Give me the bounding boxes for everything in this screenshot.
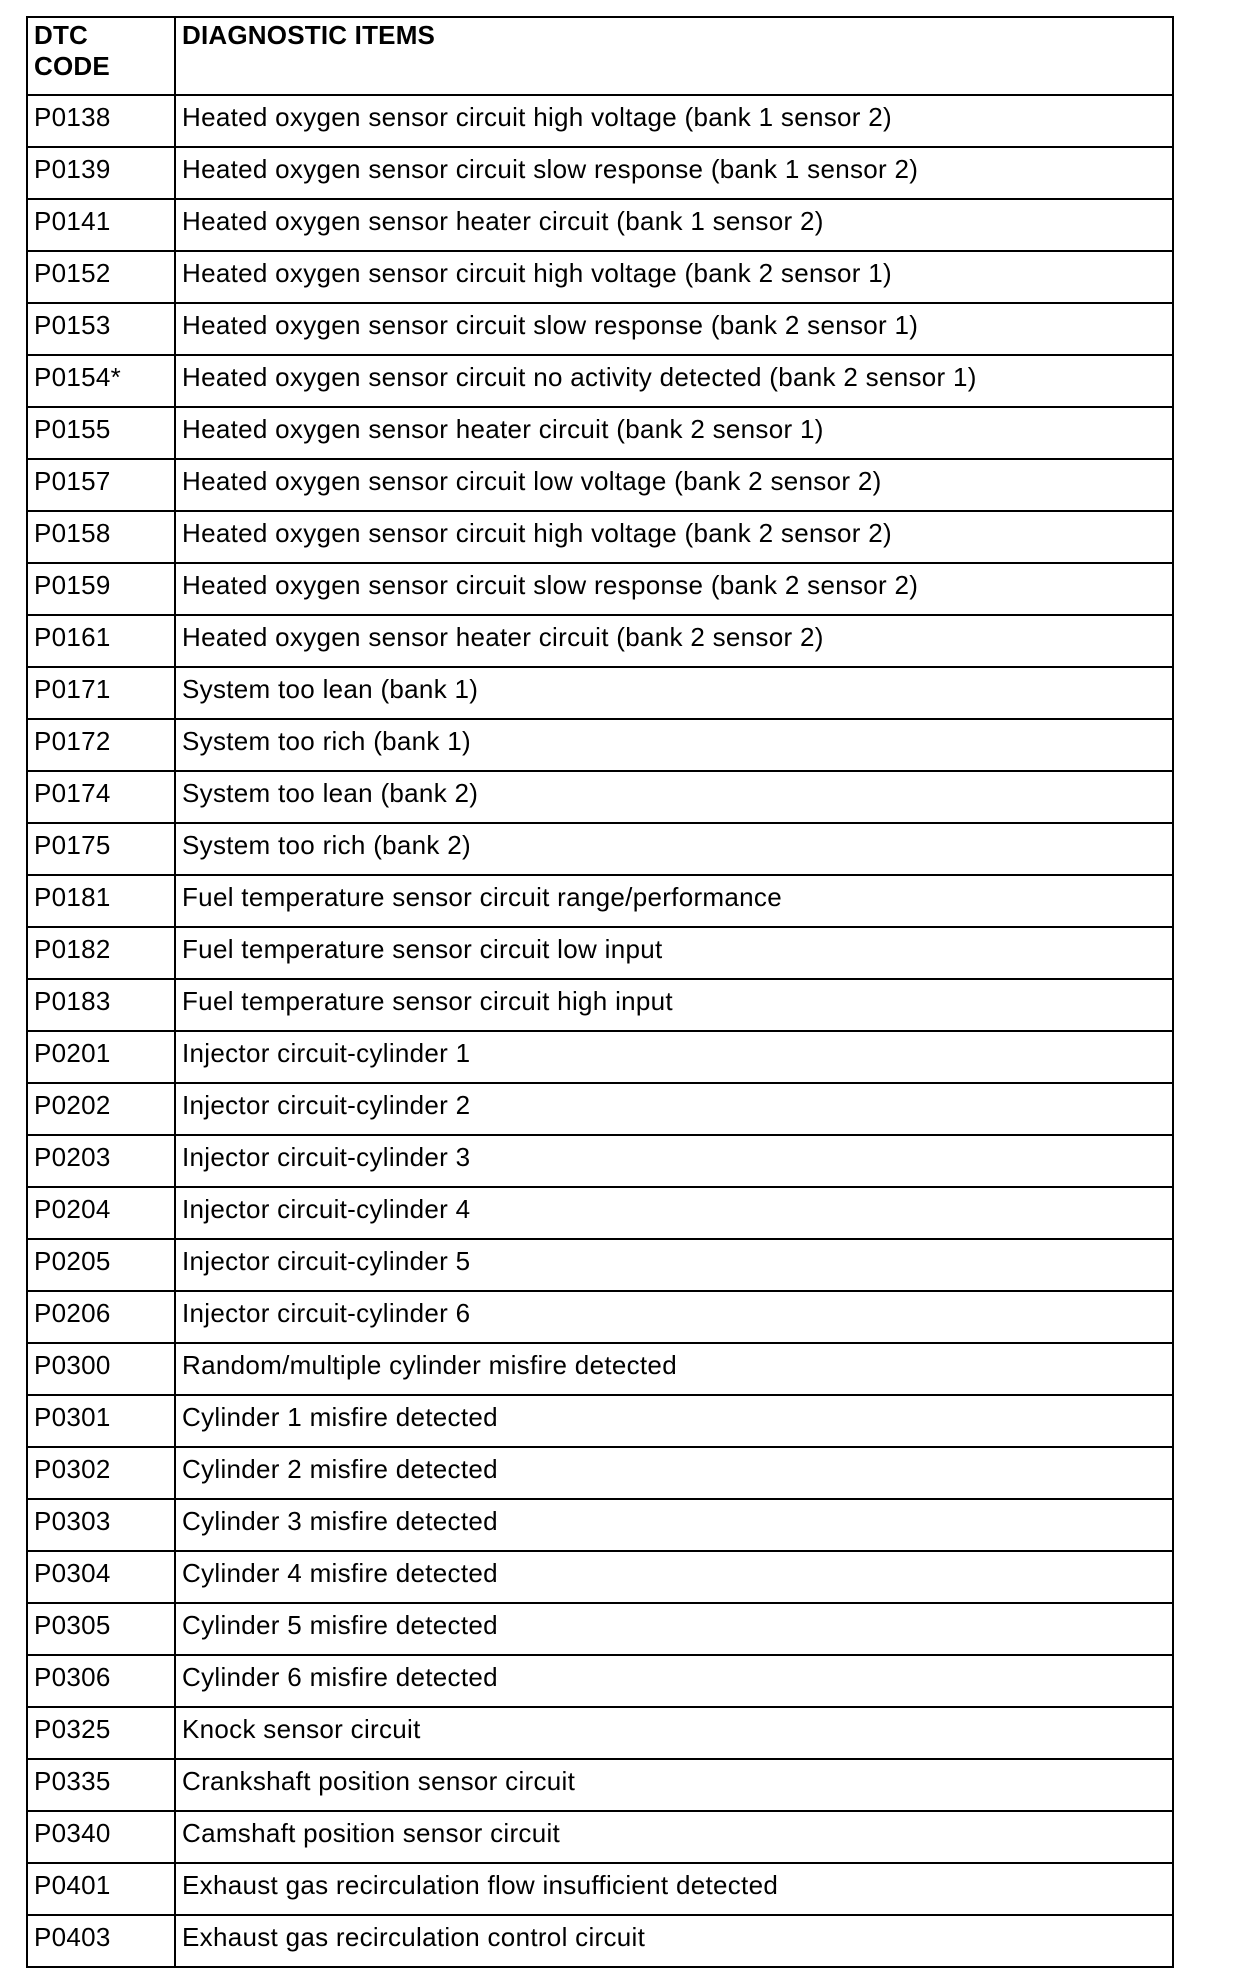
diagnostic-item-cell: Fuel temperature sensor circuit range/performance [175,875,1173,927]
diagnostic-item-cell: System too lean (bank 2) [175,771,1173,823]
dtc-code-cell: P0303 [27,1499,175,1551]
dtc-code-cell: P0153 [27,303,175,355]
diagnostic-item-cell: Fuel temperature sensor circuit high input [175,979,1173,1031]
table-row [27,563,1173,615]
table-row [27,95,1173,147]
table-row [27,927,1173,979]
dtc-code-cell: P0172 [27,719,175,771]
dtc-code-cell: P0138 [27,95,175,147]
dtc-code-cell: P0157 [27,459,175,511]
table-row [27,1499,1173,1551]
dtc-code-cell: P0204 [27,1187,175,1239]
table-row [27,1655,1173,1707]
diagnostic-item-cell: Heated oxygen sensor circuit high voltage (bank 1 sensor 2) [175,95,1173,147]
dtc-code-cell: P0159 [27,563,175,615]
diagnostic-item-cell: Injector circuit-cylinder 1 [175,1031,1173,1083]
dtc-code-cell: P0335 [27,1759,175,1811]
dtc-code-cell: P0202 [27,1083,175,1135]
diagnostic-item-cell: Heated oxygen sensor circuit slow response (bank 2 sensor 1) [175,303,1173,355]
dtc-code-cell: P0201 [27,1031,175,1083]
dtc-code-cell: P0152 [27,251,175,303]
diagnostic-item-cell: Cylinder 6 misfire detected [175,1655,1173,1707]
header-dtc-code [27,17,175,95]
dtc-code-cell: P0302 [27,1447,175,1499]
diagnostic-item-cell: Injector circuit-cylinder 5 [175,1239,1173,1291]
table-row [27,875,1173,927]
dtc-code-cell: P0340 [27,1811,175,1863]
dtc-code-cell: P0158 [27,511,175,563]
diagnostic-item-cell: Cylinder 2 misfire detected [175,1447,1173,1499]
table-row [27,1811,1173,1863]
table-header [27,17,1173,95]
dtc-code-cell: P0306 [27,1655,175,1707]
dtc-code-cell: P0403 [27,1915,175,1967]
diagnostic-item-cell: Crankshaft position sensor circuit [175,1759,1173,1811]
table-row [27,459,1173,511]
dtc-code-cell: P0325 [27,1707,175,1759]
table-row [27,1239,1173,1291]
dtc-code-cell: P0182 [27,927,175,979]
table-row [27,1551,1173,1603]
header-dtc-code-line1: DTC [34,20,89,50]
dtc-code-cell: P0401 [27,1863,175,1915]
table-row [27,1759,1173,1811]
dtc-table [26,16,1174,1968]
diagnostic-item-cell: System too rich (bank 2) [175,823,1173,875]
table-row [27,199,1173,251]
diagnostic-item-cell: Heated oxygen sensor circuit no activity detected (bank 2 sensor 1) [175,355,1173,407]
table-row [27,1187,1173,1239]
table-row [27,251,1173,303]
diagnostic-item-cell: Heated oxygen sensor heater circuit (bank 2 sensor 1) [175,407,1173,459]
diagnostic-item-cell: Cylinder 3 misfire detected [175,1499,1173,1551]
table-row [27,667,1173,719]
table-row [27,511,1173,563]
diagnostic-item-cell: Injector circuit-cylinder 4 [175,1187,1173,1239]
diagnostic-item-cell: System too lean (bank 1) [175,667,1173,719]
diagnostic-item-cell: Heated oxygen sensor circuit slow response (bank 2 sensor 2) [175,563,1173,615]
dtc-code-cell: P0183 [27,979,175,1031]
header-row [27,17,1173,95]
table-row [27,1603,1173,1655]
header-diagnostic-items: DIAGNOSTIC ITEMS [175,17,1173,95]
table-row [27,979,1173,1031]
diagnostic-item-cell: Injector circuit-cylinder 6 [175,1291,1173,1343]
dtc-code-cell: P0301 [27,1395,175,1447]
dtc-code-cell: P0206 [27,1291,175,1343]
table-row [27,1031,1173,1083]
dtc-code-cell: P0205 [27,1239,175,1291]
diagnostic-item-cell: Heated oxygen sensor heater circuit (bank 1 sensor 2) [175,199,1173,251]
table-row [27,407,1173,459]
table-row [27,771,1173,823]
table-row [27,719,1173,771]
dtc-code-cell: P0155 [27,407,175,459]
dtc-code-cell: P0305 [27,1603,175,1655]
diagnostic-item-cell: Knock sensor circuit [175,1707,1173,1759]
table-row [27,1447,1173,1499]
table-row [27,1343,1173,1395]
diagnostic-item-cell: Exhaust gas recirculation control circuit [175,1915,1173,1967]
dtc-code-cell: P0181 [27,875,175,927]
diagnostic-item-cell: Cylinder 4 misfire detected [175,1551,1173,1603]
table-body [27,95,1173,1967]
dtc-code-cell: P0300 [27,1343,175,1395]
diagnostic-item-cell: Heated oxygen sensor circuit slow response (bank 1 sensor 2) [175,147,1173,199]
diagnostic-item-cell: Heated oxygen sensor heater circuit (bank 2 sensor 2) [175,615,1173,667]
dtc-code-cell: P0141 [27,199,175,251]
diagnostic-item-cell: Heated oxygen sensor circuit high voltage (bank 2 sensor 2) [175,511,1173,563]
diagnostic-item-cell: Exhaust gas recirculation flow insufficient detected [175,1863,1173,1915]
diagnostic-item-cell: System too rich (bank 1) [175,719,1173,771]
diagnostic-item-cell: Injector circuit-cylinder 2 [175,1083,1173,1135]
table-row [27,1395,1173,1447]
diagnostic-item-cell: Heated oxygen sensor circuit low voltage (bank 2 sensor 2) [175,459,1173,511]
table-row [27,1135,1173,1187]
dtc-code-cell: P0203 [27,1135,175,1187]
diagnostic-item-cell: Random/multiple cylinder misfire detected [175,1343,1173,1395]
table-row [27,615,1173,667]
dtc-code-cell: P0304 [27,1551,175,1603]
table-row [27,1915,1173,1967]
diagnostic-item-cell: Camshaft position sensor circuit [175,1811,1173,1863]
table-row [27,147,1173,199]
diagnostic-item-cell: Fuel temperature sensor circuit low input [175,927,1173,979]
diagnostic-item-cell: Cylinder 1 misfire detected [175,1395,1173,1447]
dtc-code-cell: P0175 [27,823,175,875]
dtc-code-cell: P0154* [27,355,175,407]
table-row [27,823,1173,875]
header-dtc-code-line2: CODE [34,51,110,81]
table-row [27,1863,1173,1915]
diagnostic-item-cell: Heated oxygen sensor circuit high voltage (bank 2 sensor 1) [175,251,1173,303]
table-row [27,303,1173,355]
table-row [27,1707,1173,1759]
diagnostic-item-cell: Cylinder 5 misfire detected [175,1603,1173,1655]
dtc-code-cell: P0139 [27,147,175,199]
dtc-code-cell: P0171 [27,667,175,719]
table-row [27,355,1173,407]
dtc-code-cell: P0174 [27,771,175,823]
diagnostic-item-cell: Injector circuit-cylinder 3 [175,1135,1173,1187]
table-row [27,1291,1173,1343]
table-row [27,1083,1173,1135]
dtc-code-cell: P0161 [27,615,175,667]
